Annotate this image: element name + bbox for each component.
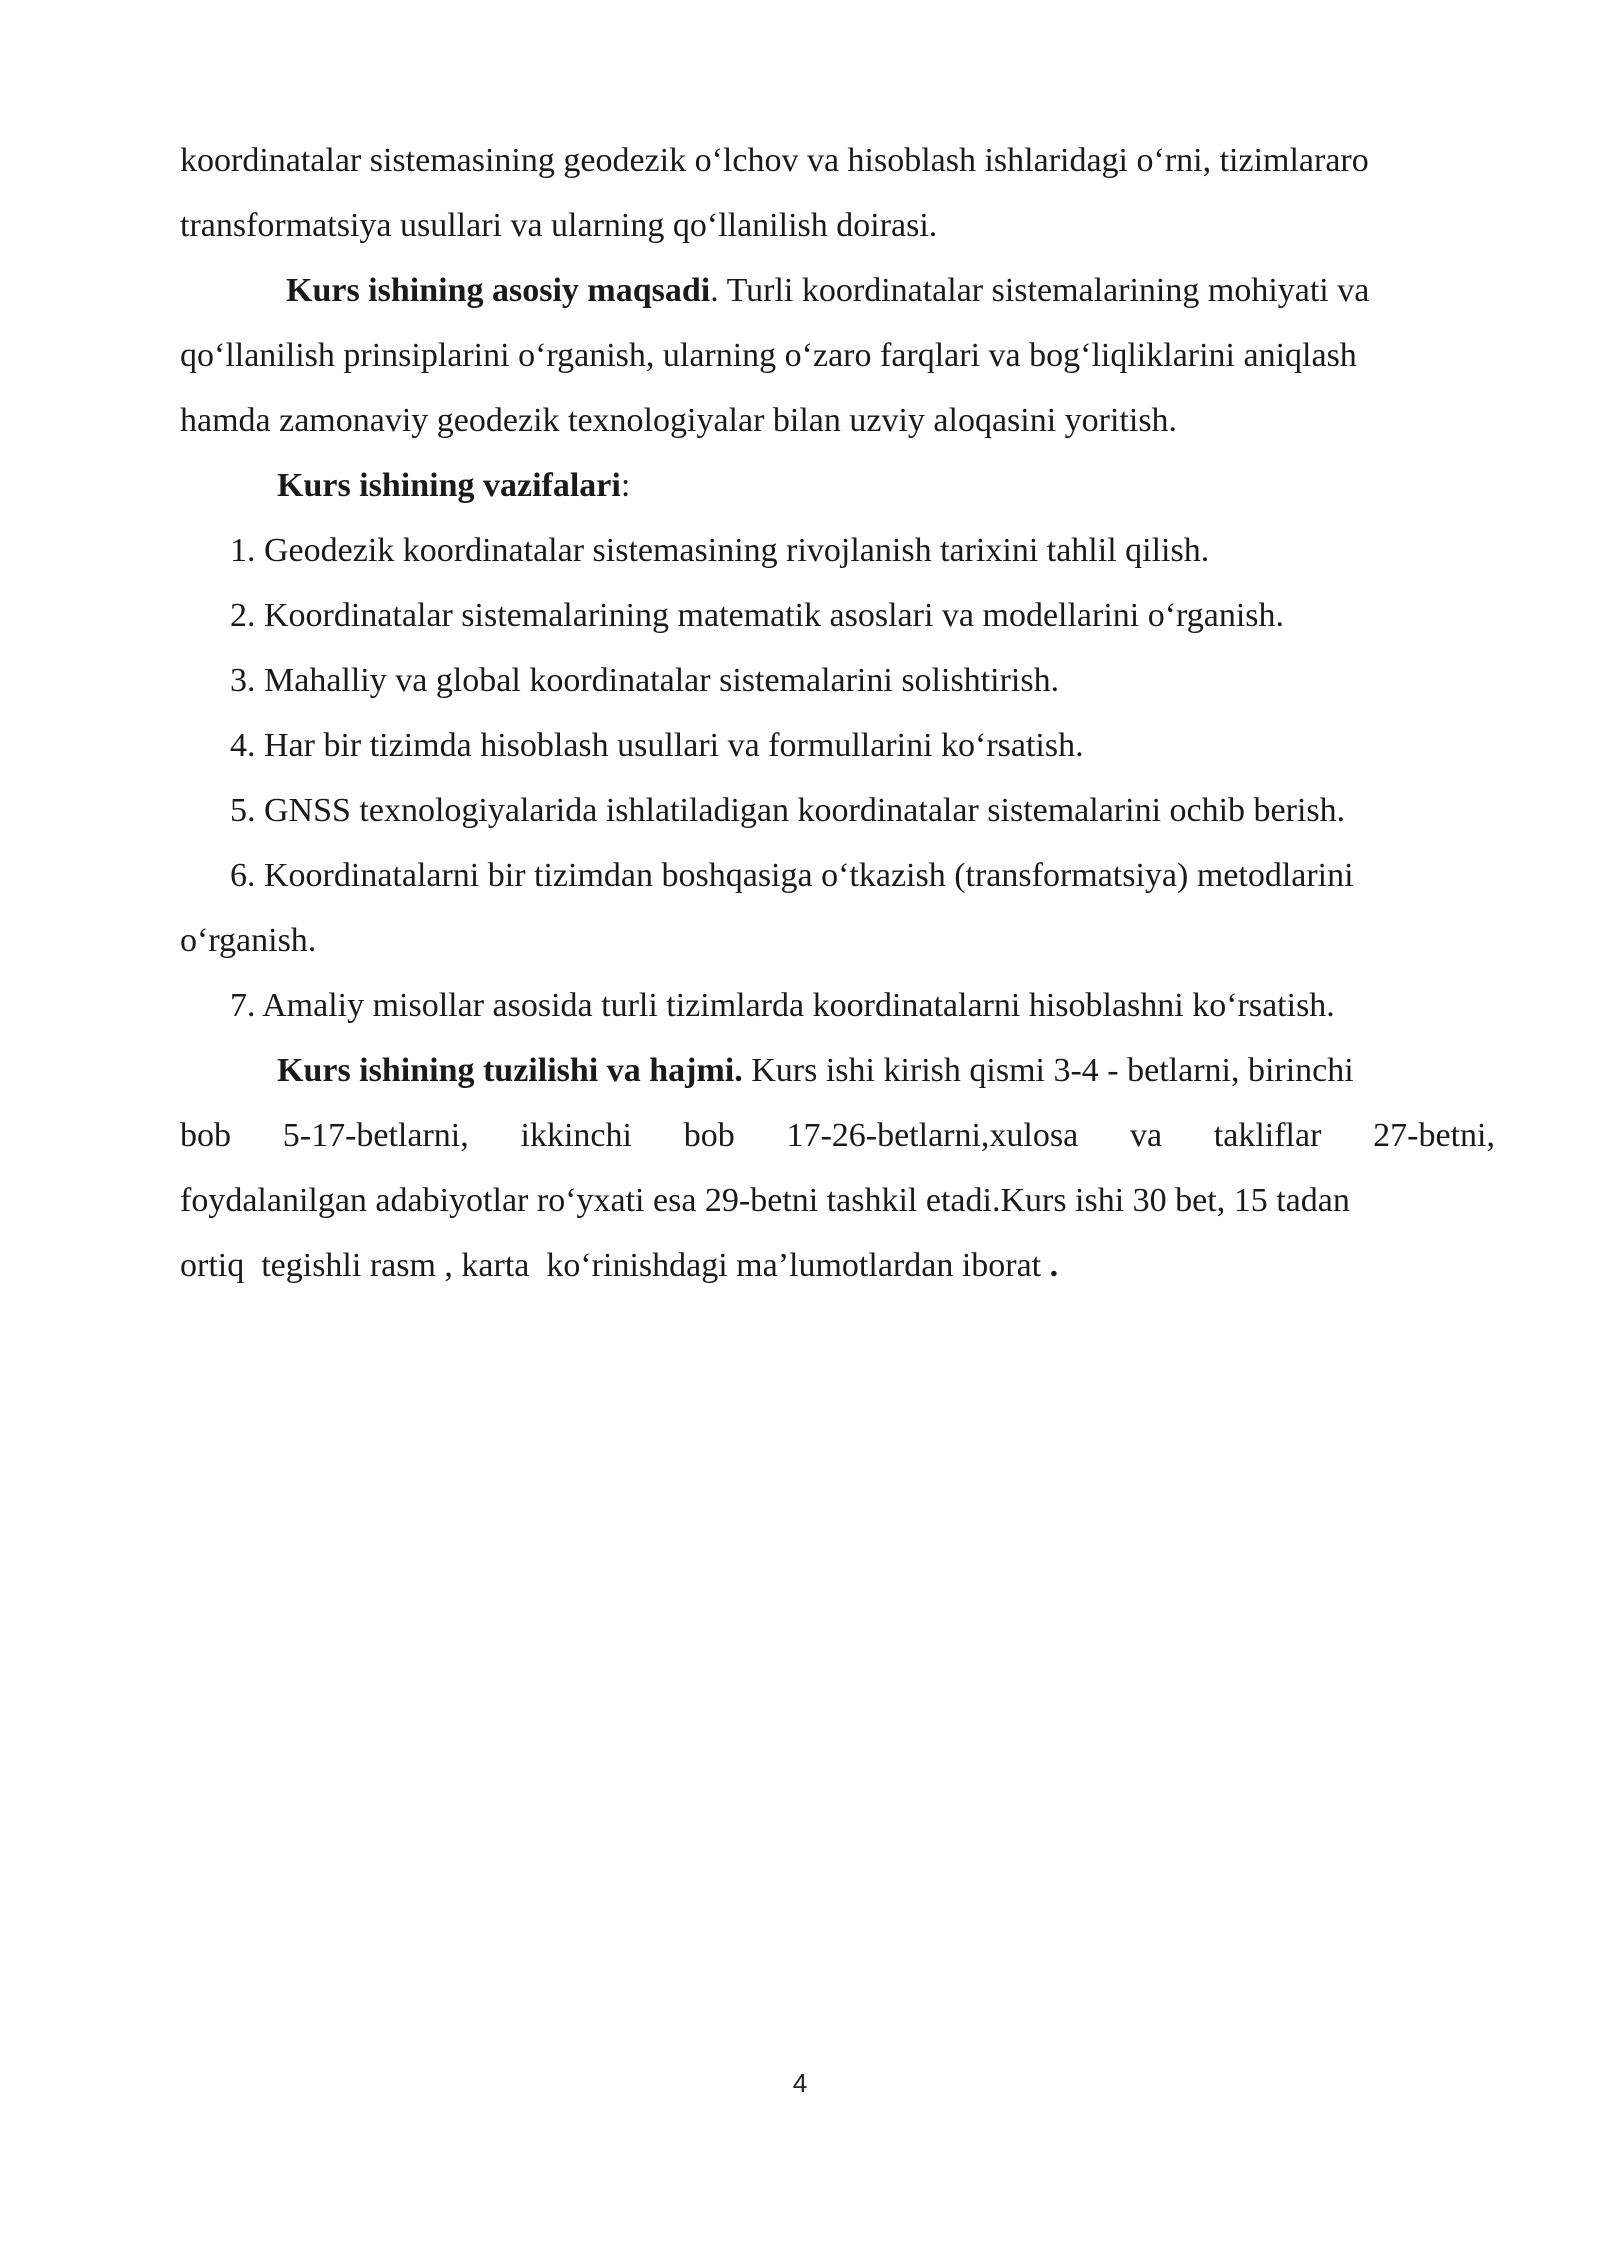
task-item: 5. GNSS texnologiyalarida ishlatiladigan koordinatalar sistemalarini ochib berish.	[230, 792, 1346, 829]
structure-line-2	[180, 1103, 1495, 1168]
task-item: 6. Koordinatalarni bir tizimdan boshqasiga o‘tkazish (transformatsiya) metodlarini	[230, 857, 1354, 894]
tasks-heading-line	[180, 453, 1495, 518]
structure-text-4: ortiq tegishli rasm , karta ko‘rinishdagi ma’lumotlardan iborat	[180, 1247, 1042, 1284]
structure-word: 17-26-betlarni,xulosa	[786, 1117, 1079, 1154]
task-item: 4. Har bir tizimda hisoblash usullari va formullarini ko‘rsatish.	[230, 727, 1084, 764]
goal-heading: Kurs ishining asosiy maqsadi	[286, 272, 711, 309]
structure-word: takliflar	[1213, 1117, 1322, 1154]
tasks-heading-colon: :	[620, 467, 631, 504]
goal-text-3: hamda zamonaviy geodezik texnologiyalar bilan uzviy aloqasini yoritish.	[180, 402, 1178, 439]
structure-text-1: Kurs ishi kirish qismi 3-4 - betlarni, birinchi	[742, 1052, 1354, 1089]
task-item: 1. Geodezik koordinatalar sistemasining rivojlanish tarixini tahlil qilish.	[230, 532, 1210, 569]
body-text	[180, 128, 1495, 1298]
structure-word: 27-betni,	[1373, 1117, 1495, 1154]
structure-word: bob	[180, 1117, 231, 1154]
task-item: 2. Koordinatalar sistemalarining matematik asoslari va modellarini o‘rganish.	[230, 597, 1285, 634]
intro-line-2: transformatsiya usullari va ularning qo‘llanilish doirasi.	[180, 207, 938, 244]
structure-word: 5-17-betlarni,	[282, 1117, 469, 1154]
structure-line-1	[180, 1038, 1495, 1103]
structure-word: va	[1129, 1117, 1163, 1154]
task-item-continuation: o‘rganish.	[180, 922, 317, 959]
structure-end-period: .	[1041, 1247, 1059, 1284]
structure-text-3: foydalanilgan adabiyotlar ro‘yxati esa 29-betni tashkil etadi.Kurs ishi 30 bet, 15 tadan	[180, 1182, 1350, 1219]
tasks-heading: Kurs ishining vazifalari	[277, 467, 621, 504]
task-item: 7. Amaliy misollar asosida turli tizimlarda koordinatalarni hisoblashni ko‘rsatish.	[230, 987, 1335, 1024]
page-number: 4	[792, 2068, 808, 2098]
goal-text-2: qo‘llanilish prinsiplarini o‘rganish, ularning o‘zaro farqlari va bog‘liqliklarini aniqlash	[180, 337, 1357, 374]
goal-text-1: . Turli koordinatalar sistemalarining mohiyati va	[710, 272, 1370, 309]
structure-line-4	[180, 1233, 1495, 1298]
task-item: 3. Mahalliy va global koordinatalar sistemalarini solishtirish.	[230, 662, 1060, 699]
goal-paragraph-line-1	[180, 258, 1495, 323]
structure-heading: Kurs ishining tuzilishi va hajmi.	[277, 1052, 743, 1089]
intro-line-1: koordinatalar sistemasining geodezik o‘lchov va hisoblash ishlaridagi o‘rni, tizimlararo	[180, 142, 1369, 179]
structure-word: bob	[683, 1117, 735, 1154]
structure-word: ikkinchi	[520, 1117, 632, 1154]
